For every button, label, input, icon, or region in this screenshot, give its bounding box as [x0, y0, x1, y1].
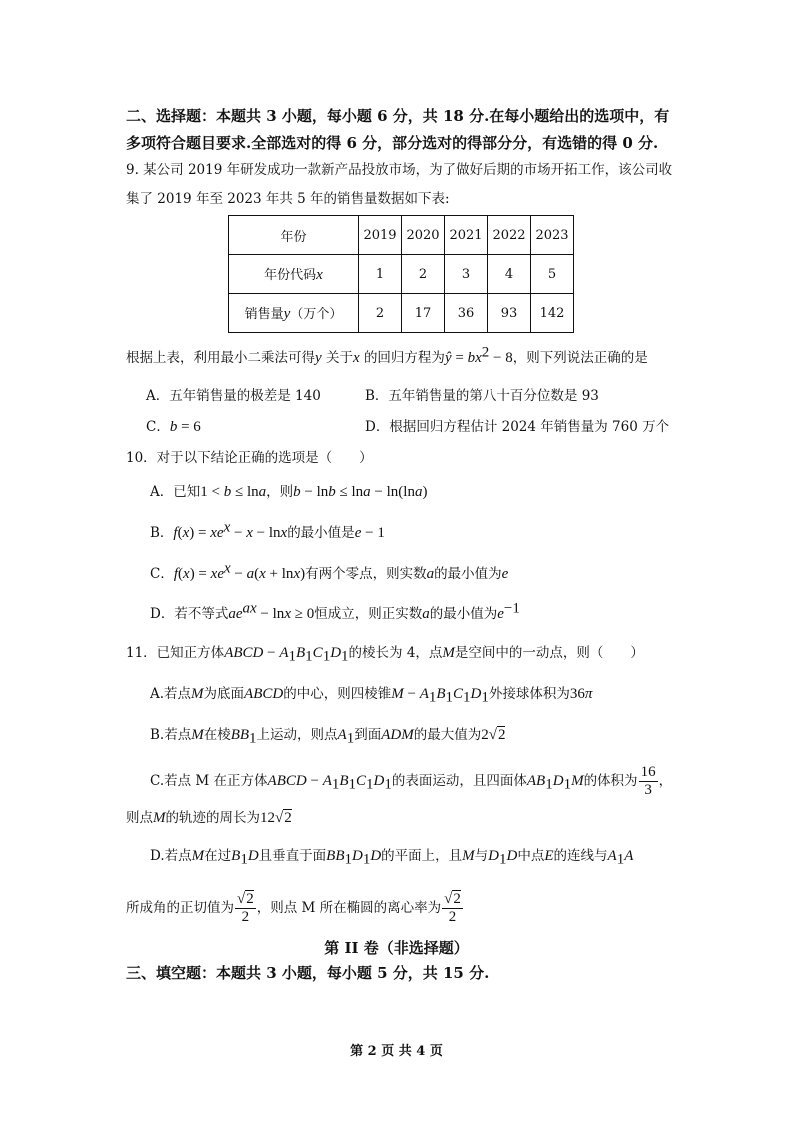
fraction-16-3: $\frac{16}{3}$	[640, 764, 656, 798]
table-cell: 3	[445, 255, 488, 294]
table-cell: 2022	[488, 216, 531, 255]
q11-stem: 11．已知正方体ABCD − $A_1B_1C_1D_1$的棱长为 4，点M是空间中的一动点，则（ ）	[126, 645, 644, 665]
table-cell: 17	[402, 294, 445, 333]
q9-regression-line: 根据上表，利用最小二乘法可得y 关于x 的回归方程为ŷ = $bx^2 - 8$，则下列说法正确的是	[126, 344, 648, 366]
q11-option-c-cont: 则点M的轨迹的周长为12√2	[126, 810, 292, 826]
table-cell: 2020	[402, 216, 445, 255]
q9-option-c: C．b = 6	[146, 419, 201, 435]
q9-stem-line2: 集了 2019 年至 2023 年共 5 年的销售量数据如下表:	[126, 191, 450, 207]
fraction-sqrt2-over-2: $\frac{√2}{2}$	[444, 891, 461, 925]
q10-option-d: D．若不等式$ae^{ax} - \ln x \ge 0$恒成立，则正实数a的最小值为$e^{-1}$	[150, 600, 520, 622]
section3-heading: 三、填空题：本题共 3 小题，每小题 5 分，共 15 分.	[126, 964, 490, 982]
table-cell: 36	[445, 294, 488, 333]
q9-option-a: A．五年销售量的极差是 140	[146, 388, 321, 404]
q10-option-a: A．已知1 < b ≤ lna，则b − lnb ≤ lna − ln(lna)	[150, 484, 428, 500]
table-row	[229, 294, 574, 333]
fraction-sqrt2-over-2: $\frac{√2}{2}$	[237, 891, 254, 925]
table-row	[229, 255, 574, 294]
q9-stem-line1: 9. 某公司 2019 年研发成功一款新产品投放市场，为了做好后期的市场开拓工作，该公司收	[126, 162, 673, 178]
q11-option-b: B.若点M在棱$BB_1$上运动，则点$A_1$到面ADM的最大值为2√2	[150, 727, 506, 747]
q9-option-d: D．根据回归方程估计 2024 年销售量为 760 万个	[365, 419, 670, 435]
q11-option-d: D.若点M在过$B_1D$且垂直于面$BB_1D_1D$的平面上，且M与$D_1D$中点E的连线与$A_1A$	[150, 848, 634, 868]
sales-table	[228, 215, 574, 333]
table-row	[229, 216, 574, 255]
part2-heading: 第 II 卷（非选择题）	[324, 939, 469, 957]
q10-option-b: B．$f(x) = xe^x - x - \ln x$的最小值是e − 1	[150, 519, 385, 541]
table-cell: 年份代码x	[229, 255, 359, 294]
table-cell: 2023	[531, 216, 574, 255]
section2-heading-line2: 多项符合题目要求.全部选对的得 6 分，部分选对的得部分分，有选错的得 0 分.	[126, 134, 659, 152]
table-cell: 2	[402, 255, 445, 294]
q11-option-d-cont: 所成角的正切值为 $\frac{√2}{2}$ ，则点 M 所在椭圆的离心率为 $\frac{√2}{2}$	[126, 891, 461, 925]
table-cell: 2	[359, 294, 402, 333]
table-cell: 1	[359, 255, 402, 294]
table-cell: 5	[531, 255, 574, 294]
page-footer: 第 2 页 共 4 页	[350, 1044, 443, 1059]
q9-option-b: B．五年销售量的第八十百分位数是 93	[365, 388, 599, 404]
table-cell: 年份	[229, 216, 359, 255]
table-cell: 2019	[359, 216, 402, 255]
table-cell: 142	[531, 294, 574, 333]
q10-option-c: C．$f(x) = xe^x - a(x + \ln x)$有两个零点，则实数a的最小值为e	[150, 560, 509, 582]
q11-option-a: A.若点M为底面ABCD的中心，则四棱锥$M - A_1B_1C_1D_1$外接球体积为36π	[150, 686, 593, 706]
table-cell: 93	[488, 294, 531, 333]
table-cell: 销售量y（万个）	[229, 294, 359, 333]
q11-option-c: C.若点 M 在正方体ABCD − $A_1B_1C_1D_1$的表面运动，且四面体$AB_1D_1M$的体积为 $\frac{16}{3}$ ，	[150, 764, 673, 798]
table-cell: 2021	[445, 216, 488, 255]
table-cell: 4	[488, 255, 531, 294]
section2-heading-line1: 二、选择题：本题共 3 小题，每小题 6 分，共 18 分.在每小题给出的选项中，有	[126, 107, 670, 125]
q10-stem: 10．对于以下结论正确的选项是（ ）	[126, 450, 373, 466]
